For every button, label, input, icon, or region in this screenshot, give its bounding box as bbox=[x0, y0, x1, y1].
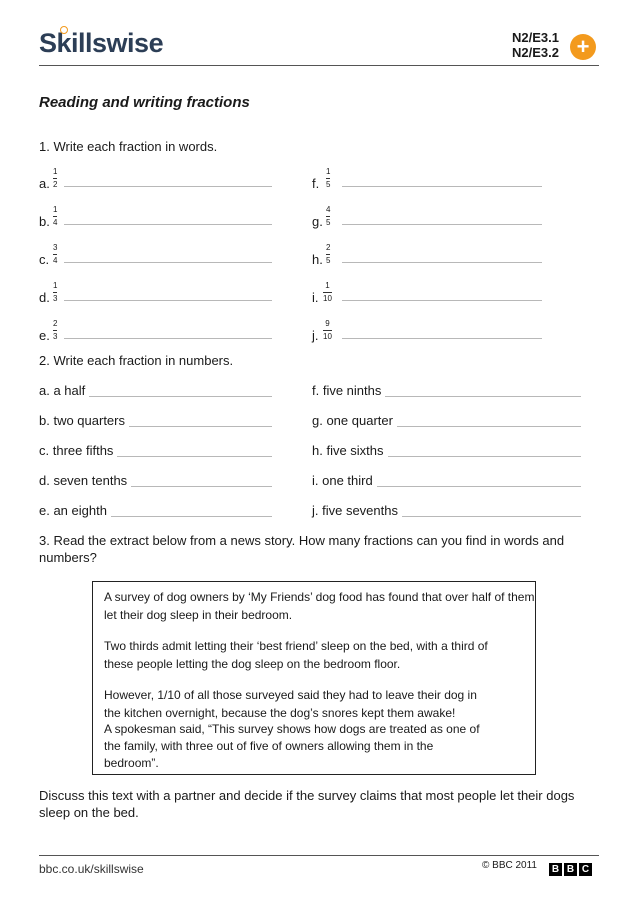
fraction-numerator: 9 bbox=[325, 319, 330, 328]
q2-item bbox=[39, 503, 279, 533]
answer-line[interactable] bbox=[64, 262, 272, 263]
extract-line-2: let their dog sleep in their bedroom. bbox=[104, 608, 293, 622]
fraction-numerator: 1 bbox=[53, 205, 58, 214]
q2-item-label: f. five ninths bbox=[312, 383, 382, 398]
q2-item-label: j. five sevenths bbox=[312, 503, 398, 518]
fraction-numerator: 1 bbox=[53, 167, 58, 176]
item-letter: e. bbox=[39, 328, 50, 343]
q2-prompt: 2. Write each fraction in numbers. bbox=[39, 353, 234, 368]
extract-line-1: A survey of dog owners by ‘My Friends’ dog food has found that over half of them bbox=[104, 590, 535, 604]
fraction-numerator: 2 bbox=[53, 319, 58, 328]
item-letter: f. bbox=[312, 176, 320, 191]
answer-line[interactable] bbox=[402, 516, 581, 517]
q1-item bbox=[312, 236, 552, 274]
fraction-bar bbox=[326, 254, 330, 255]
extract-line-8: the family, with three out of five of owners allowing them in the bbox=[104, 739, 434, 753]
answer-line[interactable] bbox=[64, 300, 272, 301]
code-2: N2/E3.2 bbox=[512, 45, 559, 60]
fraction bbox=[53, 319, 57, 342]
answer-line[interactable] bbox=[111, 516, 272, 517]
answer-line[interactable] bbox=[397, 426, 581, 427]
q1-item bbox=[39, 160, 279, 198]
answer-line[interactable] bbox=[64, 186, 272, 187]
q2-item-label: c. three fifths bbox=[39, 443, 114, 458]
q1-item bbox=[39, 274, 279, 312]
fraction bbox=[326, 167, 330, 190]
answer-line[interactable] bbox=[385, 396, 581, 397]
answer-line[interactable] bbox=[388, 456, 581, 457]
q1-item bbox=[312, 160, 552, 198]
item-letter: g. bbox=[312, 214, 323, 229]
q2-item-label: a. a half bbox=[39, 383, 86, 398]
item-letter: j. bbox=[312, 328, 319, 343]
item-letter: b. bbox=[39, 214, 50, 229]
footer-url[interactable]: bbc.co.uk/skillswise bbox=[39, 862, 144, 876]
q2-item bbox=[312, 443, 587, 473]
fraction bbox=[323, 319, 332, 342]
code-1: N2/E3.1 bbox=[512, 30, 559, 45]
fraction-bar bbox=[53, 292, 57, 293]
fraction bbox=[326, 243, 330, 266]
q2-item bbox=[312, 503, 587, 533]
fraction-numerator: 1 bbox=[325, 281, 330, 290]
q1-item bbox=[312, 198, 552, 236]
q2-item-label: e. an eighth bbox=[39, 503, 107, 518]
item-letter: h. bbox=[312, 252, 323, 267]
plus-icon: + bbox=[570, 34, 596, 60]
fraction-bar bbox=[53, 330, 57, 331]
q2-item bbox=[39, 443, 279, 473]
q1-prompt: 1. Write each fraction in words. bbox=[39, 139, 218, 154]
bbc-logo bbox=[547, 859, 592, 877]
item-letter: i. bbox=[312, 290, 319, 305]
fraction-numerator: 4 bbox=[326, 205, 331, 214]
answer-line[interactable] bbox=[117, 456, 272, 457]
q2-item-label: d. seven tenths bbox=[39, 473, 128, 488]
q3-prompt-line-1: 3. Read the extract below from a news story. How many fractions can you find in words and bbox=[39, 533, 565, 548]
item-letter: c. bbox=[39, 252, 50, 267]
fraction bbox=[53, 167, 57, 190]
header-divider bbox=[39, 65, 599, 66]
page-title: Reading and writing fractions bbox=[39, 94, 250, 111]
q1-item bbox=[39, 312, 279, 350]
extract-line-9: bedroom”. bbox=[104, 756, 159, 770]
answer-line[interactable] bbox=[64, 224, 272, 225]
fraction-bar bbox=[326, 216, 330, 217]
q2-item bbox=[312, 383, 587, 413]
q2-item-label: b. two quarters bbox=[39, 413, 125, 428]
fraction-denominator: 5 bbox=[326, 256, 331, 265]
q2-item-label: g. one quarter bbox=[312, 413, 393, 428]
q2-item bbox=[39, 413, 279, 443]
q2-right-column bbox=[312, 383, 587, 533]
fraction-denominator: 3 bbox=[53, 294, 58, 303]
answer-line[interactable] bbox=[342, 262, 542, 263]
fraction-bar bbox=[323, 292, 332, 293]
fraction-denominator: 4 bbox=[53, 218, 58, 227]
q1-left-column bbox=[39, 160, 279, 350]
extract-line-7: A spokesman said, “This survey shows how dogs are treated as one of bbox=[104, 722, 480, 736]
q1-item bbox=[39, 198, 279, 236]
fraction-denominator: 5 bbox=[326, 180, 331, 189]
q1-item bbox=[312, 312, 552, 350]
q2-item bbox=[312, 413, 587, 443]
q3-prompt bbox=[39, 532, 564, 566]
extract-line-3: Two thirds admit letting their ‘best friend’ sleep on the bed, with a third of bbox=[104, 639, 488, 653]
q1-item bbox=[39, 236, 279, 274]
q2-item bbox=[39, 473, 279, 503]
fraction-bar bbox=[53, 178, 57, 179]
answer-line[interactable] bbox=[342, 300, 542, 301]
bbc-logo-letter-b1: B bbox=[549, 863, 562, 876]
discussion-line-1: Discuss this text with a partner and decide if the survey claims that most people let their dogs bbox=[39, 788, 575, 803]
fraction bbox=[326, 205, 330, 228]
answer-line[interactable] bbox=[131, 486, 272, 487]
fraction-denominator: 4 bbox=[53, 256, 58, 265]
fraction-numerator: 1 bbox=[53, 281, 58, 290]
q2-item-label: i. one third bbox=[312, 473, 373, 488]
discussion-instruction bbox=[39, 787, 574, 821]
fraction-denominator: 10 bbox=[323, 332, 332, 341]
logo-dot-icon bbox=[60, 26, 68, 34]
footer-copyright: © BBC 2011 bbox=[482, 860, 537, 871]
q1-right-column bbox=[312, 160, 552, 350]
answer-line[interactable] bbox=[342, 338, 542, 339]
q2-item-label: h. five sixths bbox=[312, 443, 384, 458]
bbc-logo-letter-c: C bbox=[579, 863, 592, 876]
footer-divider bbox=[39, 855, 599, 856]
extract-line-6: the kitchen overnight, because the dog’s snores kept them awake! bbox=[104, 706, 456, 720]
answer-line[interactable] bbox=[129, 426, 272, 427]
fraction-bar bbox=[326, 178, 330, 179]
item-letter: d. bbox=[39, 290, 50, 305]
q2-left-column bbox=[39, 383, 279, 533]
answer-line[interactable] bbox=[377, 486, 581, 487]
answer-line[interactable] bbox=[89, 396, 272, 397]
q1-item bbox=[312, 274, 552, 312]
q2-item bbox=[312, 473, 587, 503]
fraction bbox=[53, 243, 57, 266]
answer-line[interactable] bbox=[342, 186, 542, 187]
skillswise-logo: Skillswise bbox=[39, 28, 164, 58]
fraction-denominator: 2 bbox=[53, 180, 58, 189]
fraction bbox=[323, 281, 332, 304]
discussion-line-2: sleep on the bed. bbox=[39, 805, 139, 820]
fraction-denominator: 10 bbox=[323, 294, 332, 303]
answer-line[interactable] bbox=[342, 224, 542, 225]
fraction-denominator: 5 bbox=[326, 218, 331, 227]
curriculum-codes bbox=[512, 30, 559, 60]
q3-prompt-line-2: numbers? bbox=[39, 550, 97, 565]
fraction-bar bbox=[53, 216, 57, 217]
fraction-numerator: 3 bbox=[53, 243, 58, 252]
fraction bbox=[53, 281, 57, 304]
extract-line-5: However, 1/10 of all those surveyed said they had to leave their dog in bbox=[104, 688, 477, 702]
fraction bbox=[53, 205, 57, 228]
fraction-numerator: 1 bbox=[326, 167, 331, 176]
bbc-logo-letter-b2: B bbox=[564, 863, 577, 876]
fraction-numerator: 2 bbox=[326, 243, 331, 252]
extract-line-4: these people letting the dog sleep on the bedroom floor. bbox=[104, 657, 401, 671]
fraction-bar bbox=[323, 330, 332, 331]
fraction-bar bbox=[53, 254, 57, 255]
q2-item bbox=[39, 383, 279, 413]
item-letter: a. bbox=[39, 176, 50, 191]
fraction-denominator: 3 bbox=[53, 332, 58, 341]
answer-line[interactable] bbox=[64, 338, 272, 339]
